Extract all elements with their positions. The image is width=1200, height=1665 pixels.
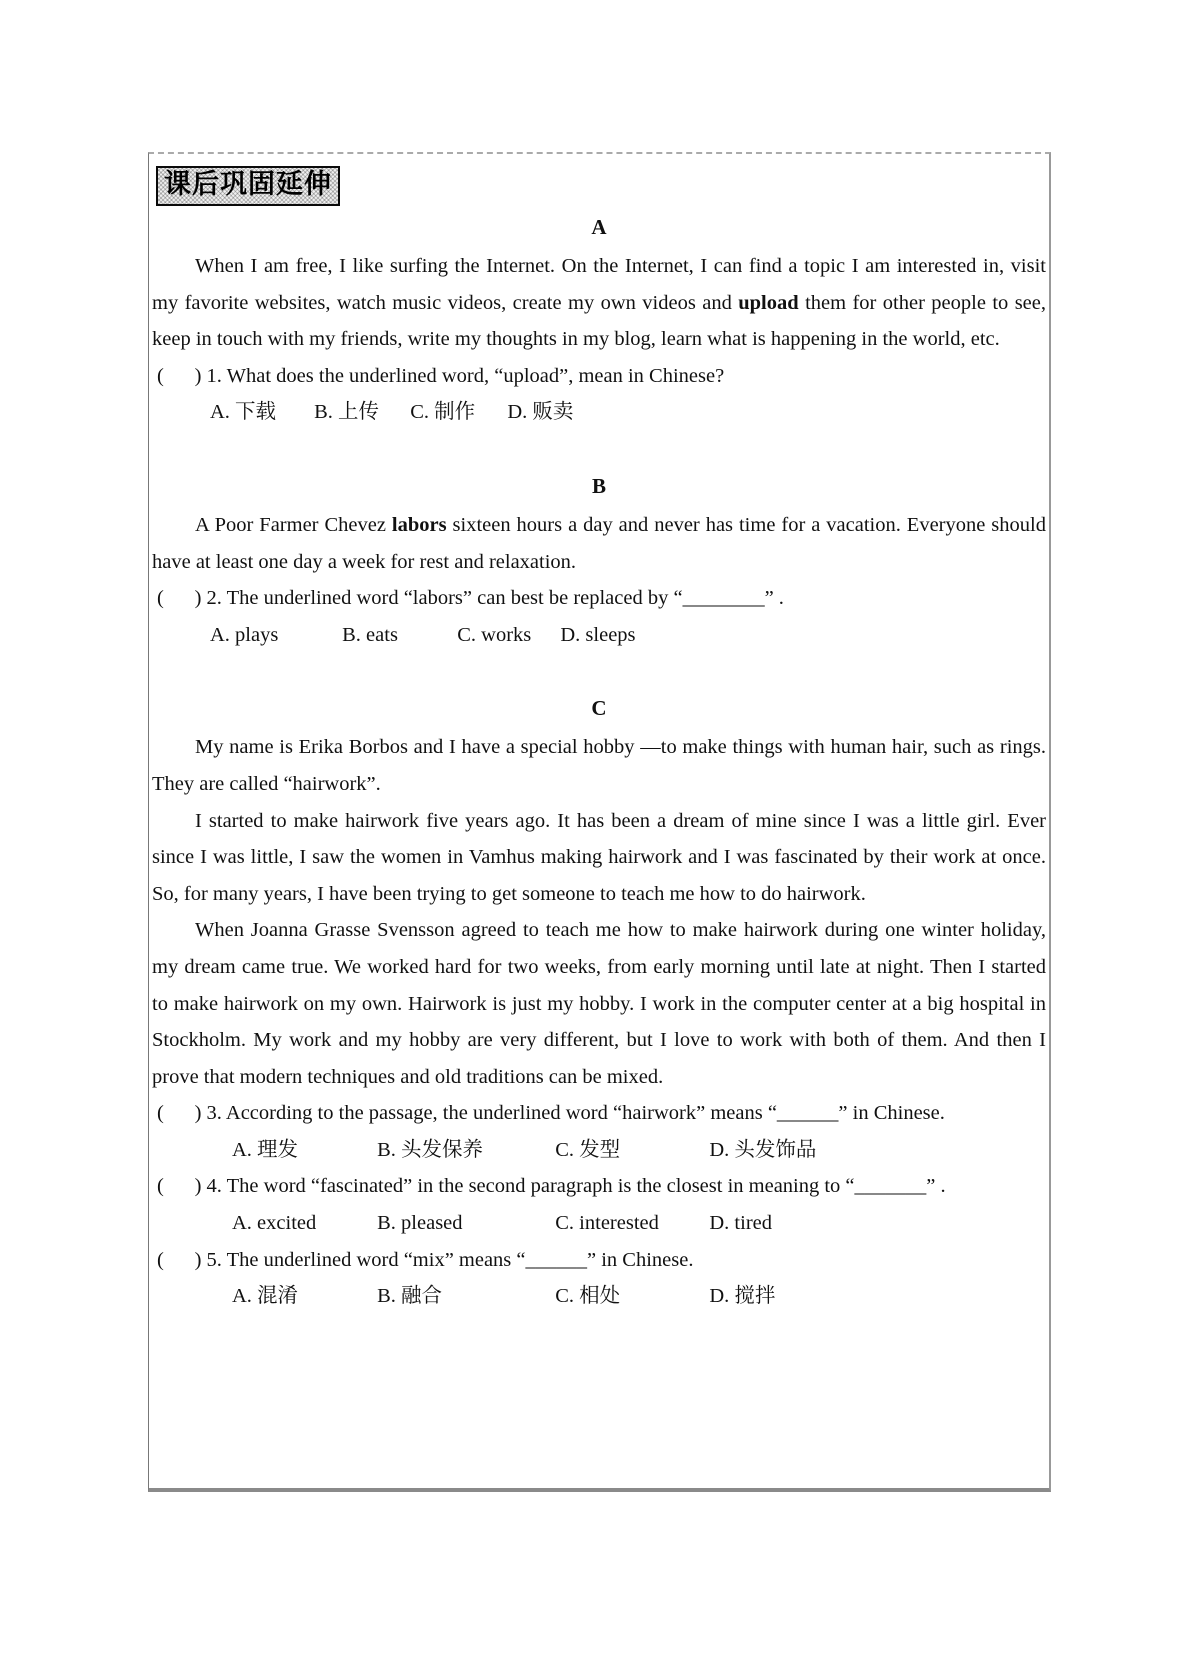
question-5-option-d: D. 搅拌 <box>709 1285 776 1308</box>
bold-word-upload: upload <box>738 291 799 314</box>
question-2: ( ) 2. The underlined word “labors” can best be replaced by “________” . <box>157 587 784 610</box>
question-3-option-c: C. 发型 <box>555 1138 621 1161</box>
question-4-option-d: D. tired <box>709 1212 772 1235</box>
worksheet-content-box <box>148 152 1051 1492</box>
question-5-options <box>152 1278 1046 1315</box>
question-5-option-a: A. 混淆 <box>232 1285 299 1308</box>
passage-a-pre: When I am free, I like surfing the Internet. On the Internet, I can find a topic I am interested in, visit my favorite websites, watch music videos, create my own videos and <box>152 255 1046 314</box>
passage-a-post: them for other people to see, keep in touch with my friends, write my thoughts in my blog, learn what is happening in the world, etc. <box>152 291 1047 351</box>
question-3-options <box>152 1132 1046 1169</box>
passage-c-heading: C <box>591 696 607 721</box>
question-3-option-b: B. 头发保养 <box>377 1138 484 1161</box>
passage-c-paragraph-3: When Joanna Grasse Svensson agreed to teach me how to make hairwork during one winter holiday, my dream came true. We worked hard for two weeks, from early morning until late at night. Then I started to make hairwork on my own. Hairwork is just my hobby. I work in the computer center at a big hospital in Stockholm. My work and my hobby are very different, but I love to work with both of them. And then I prove that modern techniques and old traditions can be mixed. <box>152 919 1046 1088</box>
question-1-options <box>152 394 1046 431</box>
question-1: ( ) 1. What does the underlined word, “upload”, mean in Chinese? <box>157 364 725 387</box>
question-4-option-a: A. excited <box>232 1212 317 1235</box>
passage-a-heading: A <box>591 215 607 239</box>
passage-b-text <box>152 507 1046 580</box>
question-5-option-b: B. 融合 <box>377 1285 443 1308</box>
passage-c-paragraph-2: I started to make hairwork five years ago. It has been a dream of mine since I was a little girl. Ever since I was little, I saw the women in Vamhus making hairwork and I was fascinated by their work at once. So, for many years, I have been trying to get someone to teach me how to do hairwork. <box>152 809 1046 905</box>
question-4-options <box>152 1205 1046 1242</box>
question-3: ( ) 3. According to the passage, the underlined word “hairwork” means “______” in Chinese. <box>157 1102 945 1125</box>
question-5-option-c: C. 相处 <box>555 1285 621 1308</box>
passage-c-paragraph-1: My name is Erika Borbos and I have a special hobby —to make things with human hair, such as rings. They are called “hairwork”. <box>152 736 1046 795</box>
question-4-option-b: B. pleased <box>377 1212 463 1235</box>
header-row <box>152 154 1046 206</box>
question-2-option-b: B. eats <box>342 623 398 646</box>
question-4: ( ) 4. The word “fascinated” in the second paragraph is the closest in meaning to “_______” . <box>157 1175 946 1198</box>
section-header-badge: 课后巩固延伸 <box>156 166 340 206</box>
question-3-option-d: D. 头发饰品 <box>709 1138 817 1161</box>
question-1-option-d: D. 贩卖 <box>507 401 574 424</box>
bold-word-labors: labors <box>391 513 447 536</box>
question-1-option-b: B. 上传 <box>314 401 380 424</box>
question-3-option-a: A. 理发 <box>232 1138 299 1161</box>
passage-a-text <box>152 248 1046 358</box>
question-1-option-a: A. 下载 <box>210 401 277 424</box>
question-2-option-d: D. sleeps <box>560 623 636 646</box>
question-2-options <box>152 617 1046 654</box>
question-5: ( ) 5. The underlined word “mix” means “______” in Chinese. <box>157 1248 694 1271</box>
question-2-option-a: A. plays <box>210 623 279 646</box>
passage-b-pre: A Poor Farmer Chevez <box>195 513 392 536</box>
question-1-option-c: C. 制作 <box>410 401 476 424</box>
passage-b-post: sixteen hours a day and never has time for a vacation. Everyone should have at least one day a week for rest and relaxation. <box>152 513 1046 573</box>
passage-b-heading: B <box>591 473 606 498</box>
question-2-option-c: C. works <box>457 623 532 646</box>
question-4-option-c: C. interested <box>555 1212 659 1235</box>
